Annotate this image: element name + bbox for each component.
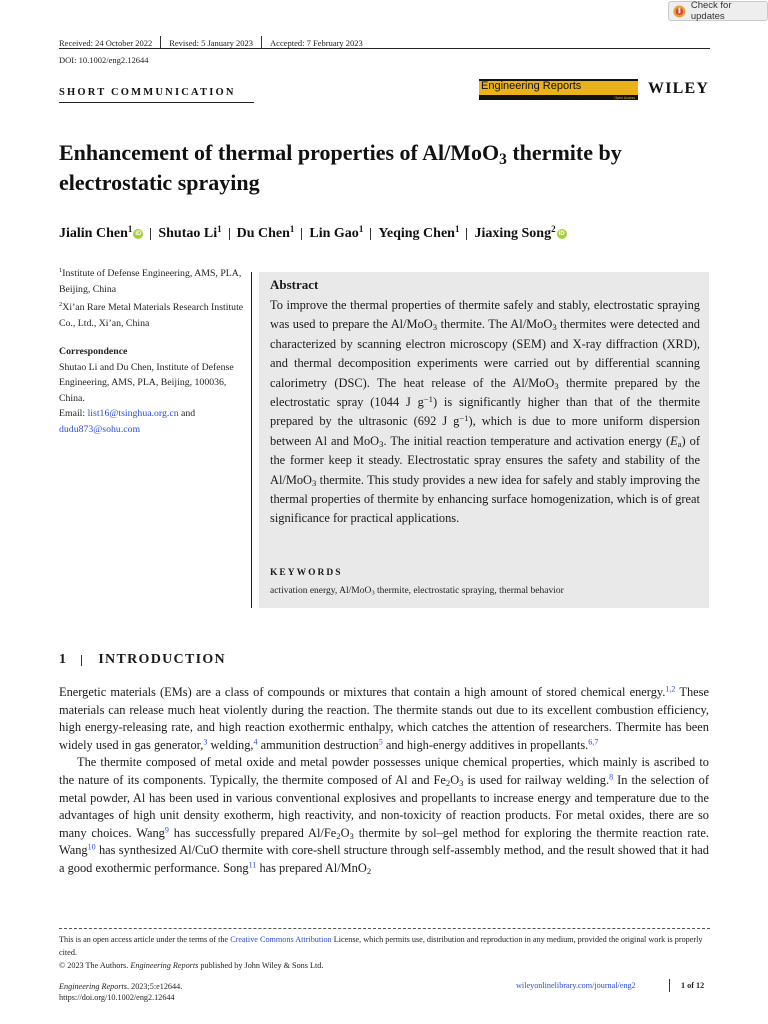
article-type-rule — [59, 102, 254, 103]
citation-link[interactable]: 11 — [248, 860, 257, 870]
author-name[interactable]: Shutao Li$^1$ — [158, 224, 222, 241]
author-name[interactable]: Du Chen$^1$ — [236, 224, 295, 241]
keywords-list: activation energy, Al/MoO$_3$ thermite, electrostatic spraying, thermal behavior — [270, 586, 564, 597]
intro-body — [59, 684, 709, 878]
affiliation-1: $^1$Institute of Defense Engineering, AMS, PLA, Beijing, China — [59, 267, 242, 295]
citation-link[interactable]: 4 — [253, 737, 258, 747]
divider — [301, 228, 302, 240]
author-name[interactable]: Jiaxing Song$^2$ — [474, 224, 556, 241]
keywords-heading: KEYWORDS — [270, 568, 343, 578]
email-link-2[interactable]: dudu873@sohu.com — [59, 423, 141, 435]
divider — [81, 655, 82, 666]
orcid-icon[interactable]: iD — [558, 231, 565, 237]
check-updates-label: Check for updates — [690, 0, 732, 22]
journal-site-link[interactable]: wileyonlinelibrary.com/journal/eng2 — [516, 981, 636, 990]
footnote-rule — [59, 928, 710, 929]
section-heading — [59, 652, 226, 668]
publisher-logo[interactable]: WILEY — [648, 80, 710, 97]
check-updates-icon — [673, 5, 686, 18]
received-date: Received: 24 October 2022 — [59, 37, 153, 48]
abstract-text: To improve the thermal properties of thermite safely and stably, electrostatic spraying was used to prepare the Al/MoO$_3$ thermite. The Al/MoO$_3$ thermites were detected and characterized by scanning electron microscopy (SEM) and X-ray diffraction (XRD), and thermal decomposition experiments were carried out by differential scanning calorimetry (DSC). The heat release of the Al/MoO$_3$ thermite prepared by the electrostatic spray (1044 J $g^{-1}$) is significantly higher than that of the thermite prepared by the ultrasonic (692 J $g^{-1}$), which is due to more uniform dispersion between Al and MoO$_3$. The initial reaction temperature and activation energy $(E_a)$ of the former keep it steady. Electrostatic spray ensures the safety and stability of the Al/MoO$_3$ thermite. This study provides a new idea for safely and stably improving the thermal properties of thermite by enhancing surface homogenization, which is of great significance for practical applications. — [270, 298, 700, 526]
email-link-1[interactable]: list16@tsinghua.org.cn — [87, 408, 179, 419]
correspondence-text: Shutao Li and Du Chen, Institute of Defense Engineering, AMS, PLA, Beijing, 100036, China. Email: list16@tsinghua.org.cn and dudu873@sohu.com — [59, 361, 234, 435]
citation-link[interactable]: 10 — [87, 842, 96, 852]
paragraph: The thermite composed of metal oxide and metal powder possesses unique chemical properties, which mainly is ascribed to the nature of its components. Typically, the thermite composed of Al and $Fe_2O_3$ is used for railway welding.$^8$ In the selection of metal powder, Al has been used in various conventional explosives and propellants to increase energy and temperature due to the advantages of high unit density exotherm, high reactivity, and non-toxicity of reaction products. For metal oxides, there are so many choices. Wang$^9$ has successfully prepared $Al/Fe_2O_3$ thermite by sol–gel method for exploring the thermite reaction rate. Wang$^{10}$ has synthesized Al/CuO thermite with core-shell structure through self-assembly method, and the result showed that it had a good exothermic performance. Song$^{11}$ has prepared Al/MnO$_2$ — [59, 755, 709, 877]
abstract-heading: Abstract — [270, 277, 319, 292]
affiliations-panel — [59, 266, 244, 437]
divider — [669, 979, 670, 992]
journal-logo-small: Open Access — [614, 96, 635, 100]
license-footnote — [59, 934, 710, 972]
footer-citation: Engineering Reports. 2023;5:e12644. https://doi.org/10.1002/eng2.12644 — [59, 982, 183, 1002]
cc-license-link[interactable]: Creative Commons Attribution — [230, 935, 332, 944]
divider — [150, 228, 151, 240]
orcid-icon[interactable]: iD — [135, 231, 142, 237]
article-type: SHORT COMMUNICATION — [59, 87, 236, 98]
journal-logo[interactable] — [479, 79, 638, 100]
divider — [370, 228, 371, 240]
divider — [466, 228, 467, 240]
copyright-text: © 2023 The Authors. Engineering Reports published by John Wiley & Sons Ltd. — [59, 960, 324, 970]
journal-logo-text: Engineering Reports — [481, 80, 582, 92]
author-name[interactable]: Jialin Chen$^1$ — [59, 224, 133, 241]
affiliation-2: $^2$Xi’an Rare Metal Materials Research Institute Co., Ltd., Xi’an, China — [59, 301, 244, 329]
footer-doi[interactable]: https://doi.org/10.1002/eng2.12644 — [59, 993, 175, 1002]
check-for-updates-button[interactable] — [668, 1, 768, 21]
author-name[interactable]: Yeqing Chen$^1$ — [378, 224, 460, 241]
page-number: 1 of 12 — [681, 981, 705, 990]
citation-link[interactable]: 6,7 — [588, 737, 599, 747]
header-rule — [59, 48, 710, 49]
citation-link[interactable]: 5 — [378, 737, 383, 747]
accepted-date: Accepted: 7 February 2023 — [270, 37, 363, 48]
citation-link[interactable]: 9 — [164, 825, 169, 835]
section-title: INTRODUCTION — [98, 652, 226, 667]
divider — [229, 228, 230, 240]
section-number: 1 — [59, 652, 68, 667]
paragraph: Energetic materials (EMs) are a class of compounds or mixtures that contain a high amount of stored chemical energy.$^{1,2}$ These materials can release much heat violently during the reaction. The thermite stands out due to its excellent combustion efficiency, high energy-releasing rate, and high reaction exothermic enthalpy, which catches the attention of researchers. Thermite has been widely used in gas generator,$^3$ welding,$^4$ ammunition destruction$^5$ and high-energy additives in propellants.$^{6,7}$ — [59, 684, 710, 752]
citation-link[interactable]: 1,2 — [665, 684, 676, 694]
author-list — [59, 226, 567, 242]
citation-link[interactable]: 8 — [609, 772, 614, 782]
license-text: This is an open access article under the terms of the Creative Commons Attribution License, which permits use, distribution and reproduction in any medium, provided the original work is properly cited. — [59, 935, 703, 957]
doi: DOI: 10.1002/eng2.12644 — [59, 55, 149, 65]
correspondence-heading: Correspondence — [59, 346, 128, 357]
author-name[interactable]: Lin Gao$^1$ — [309, 224, 364, 241]
citation-link[interactable]: 3 — [203, 737, 208, 747]
revised-date: Revised: 5 January 2023 — [169, 37, 254, 48]
column-divider — [251, 272, 252, 608]
article-title: Enhancement of thermal properties of Al/MoO$_3$ thermite by electrostatic spraying — [59, 140, 622, 195]
